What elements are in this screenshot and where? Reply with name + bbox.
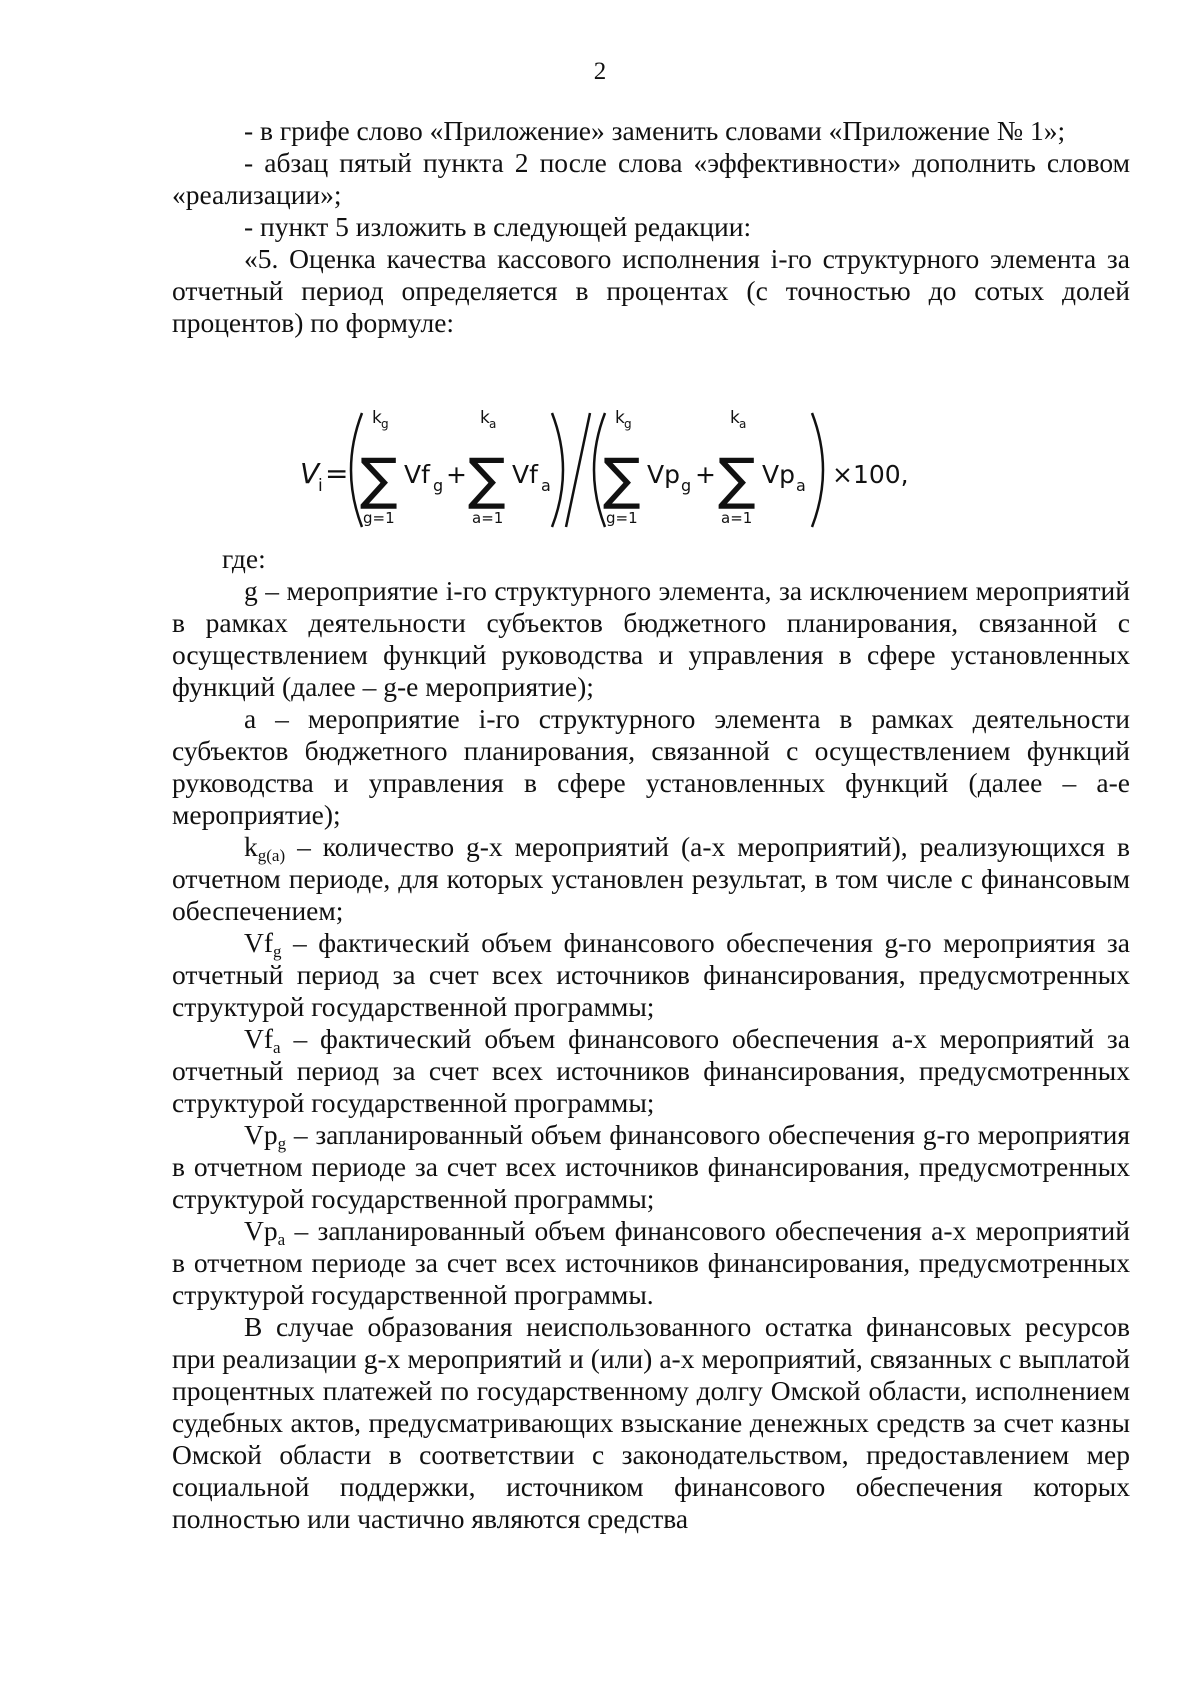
term3: Vp bbox=[647, 460, 680, 489]
paragraph-punkt5: - пункт 5 изложить в следующей редакции: bbox=[244, 211, 752, 242]
term1-sub: g bbox=[433, 476, 444, 495]
paragraph-ocenka: «5. Оценка качества кассового исполнения i-го структурного элемента за отчетный период определяется в процентах (с точностью до сотых долей процентов) по формуле: bbox=[172, 243, 1130, 338]
def-vpa bbox=[172, 1215, 1130, 1311]
formula-paren-close-2 bbox=[812, 413, 823, 527]
sum4-bottom: a=1 bbox=[721, 509, 753, 527]
def-vpg-sym: Vp bbox=[244, 1119, 278, 1150]
formula-times: ×100, bbox=[832, 460, 909, 489]
sum2-sigma: ∑ bbox=[468, 447, 506, 512]
sum4-top: k bbox=[730, 408, 740, 428]
formula-lhs-sub: i bbox=[318, 476, 323, 496]
def-vfa-text: – фактический объем финансового обеспечения а-х мероприятий за отчетный период за счет всех источников финансирования, предусмотренных структурой государственной программы; bbox=[172, 1023, 1130, 1118]
def-vpg-text: – запланированный объем финансового обеспечения g-го мероприятия в отчетном периоде за счет всех источников финансирования, предусмотренных структурой государственной программы; bbox=[172, 1119, 1130, 1214]
sum3-bottom: g=1 bbox=[606, 509, 638, 527]
sum1-top-sub: g bbox=[381, 417, 389, 431]
sum4-top-sub: a bbox=[739, 417, 747, 431]
term3-sub: g bbox=[681, 476, 692, 495]
def-vfa-sym: Vf bbox=[244, 1023, 274, 1054]
sum1-top: k bbox=[372, 408, 382, 428]
formula-division-slash bbox=[566, 413, 590, 527]
term2: Vf bbox=[512, 460, 538, 489]
def-vfg-sym: Vf bbox=[244, 927, 274, 958]
def-a: а – мероприятие i-го структурного элемента в рамках деятельности субъектов бюджетного планирования, связанной с осуществлением функций руководства и управления в сфере установленных функций (далее – а-е мероприятие); bbox=[172, 703, 1130, 830]
term2-sub: a bbox=[541, 476, 551, 495]
term4-sub: a bbox=[796, 476, 806, 495]
plus2: + bbox=[695, 460, 716, 489]
def-k-sym: k bbox=[244, 831, 258, 862]
def-vfa-sub: a bbox=[273, 1038, 281, 1057]
formula-paren-close-1 bbox=[552, 413, 563, 527]
formula-graphic bbox=[300, 405, 1000, 535]
def-k-text: – количество g-х мероприятий (а-х мероприятий), реализующихся в отчетном периоде, для которых установлен результат, в том числе с финансовым обеспечением; bbox=[172, 831, 1130, 926]
sum1-sigma: ∑ bbox=[360, 447, 398, 512]
sum2-top-sub: a bbox=[489, 417, 497, 431]
def-vfg bbox=[172, 927, 1130, 1023]
def-vpg-sub: g bbox=[277, 1134, 287, 1153]
sum3-top-sub: g bbox=[624, 417, 632, 431]
sum1-bottom: g=1 bbox=[363, 509, 395, 527]
def-k-sub: g(a) bbox=[257, 846, 286, 865]
def-vpa-sub: a bbox=[277, 1230, 286, 1249]
paragraph-neispolz: В случае образования неиспользованного остатка финансовых ресурсов при реализации g-х мероприятий и (или) а-х мероприятий, связанных с выплатой процентных платежей по государственному долгу Омской области, исполнением судебных актов, предусматривающих взыскание денежных средств за счет казны Омской области в соответствии с законодательством, предоставлением мер социальной поддержки, источником финансового обеспечения которых полностью или частично являются средства bbox=[172, 1311, 1130, 1534]
term4: Vp bbox=[762, 460, 795, 489]
def-vpa-text: – запланированный объем финансового обеспечения а-х мероприятий в отчетном периоде за счет всех источников финансирования, предусмотренных структурой государственной программы. bbox=[172, 1215, 1130, 1310]
sum3-top: k bbox=[615, 408, 625, 428]
formula bbox=[300, 405, 1000, 535]
def-vfa bbox=[172, 1023, 1130, 1119]
formula-eq: = bbox=[325, 457, 349, 490]
sum2-bottom: a=1 bbox=[472, 509, 504, 527]
paragraph-grif: - в грифе слово «Приложение» заменить словами «Приложение № 1»; bbox=[244, 115, 1066, 146]
paragraph-abzac: - абзац пятый пункта 2 после слова «эффективности» дополнить словом «реализации»; bbox=[172, 147, 1130, 210]
sum2-top: k bbox=[480, 408, 490, 428]
intro-block bbox=[172, 115, 1130, 339]
definitions-block bbox=[172, 543, 1130, 1535]
def-g: g – мероприятие i-го структурного элемента, за исключением мероприятий в рамках деятельности субъектов бюджетного планирования, связанной с осуществлением функций руководства и управления в сфере установленных функций (далее – g-е мероприятие); bbox=[172, 575, 1130, 702]
def-vpa-sym: Vp bbox=[244, 1215, 278, 1246]
def-vpg bbox=[172, 1119, 1130, 1215]
gde-label: где: bbox=[222, 543, 266, 574]
plus1: + bbox=[446, 460, 467, 489]
formula-lhs: V bbox=[300, 457, 320, 490]
def-vfg-text: – фактический объем финансового обеспечения g-го мероприятия за отчетный период за счет всех источников финансирования, предусмотренных структурой государственной программы; bbox=[172, 927, 1130, 1022]
def-k bbox=[172, 831, 1130, 927]
term1: Vf bbox=[404, 460, 430, 489]
sum3-sigma: ∑ bbox=[603, 447, 641, 512]
sum4-sigma: ∑ bbox=[718, 447, 756, 512]
page-number: 2 bbox=[593, 58, 607, 85]
def-vfg-sub: g bbox=[273, 942, 282, 961]
